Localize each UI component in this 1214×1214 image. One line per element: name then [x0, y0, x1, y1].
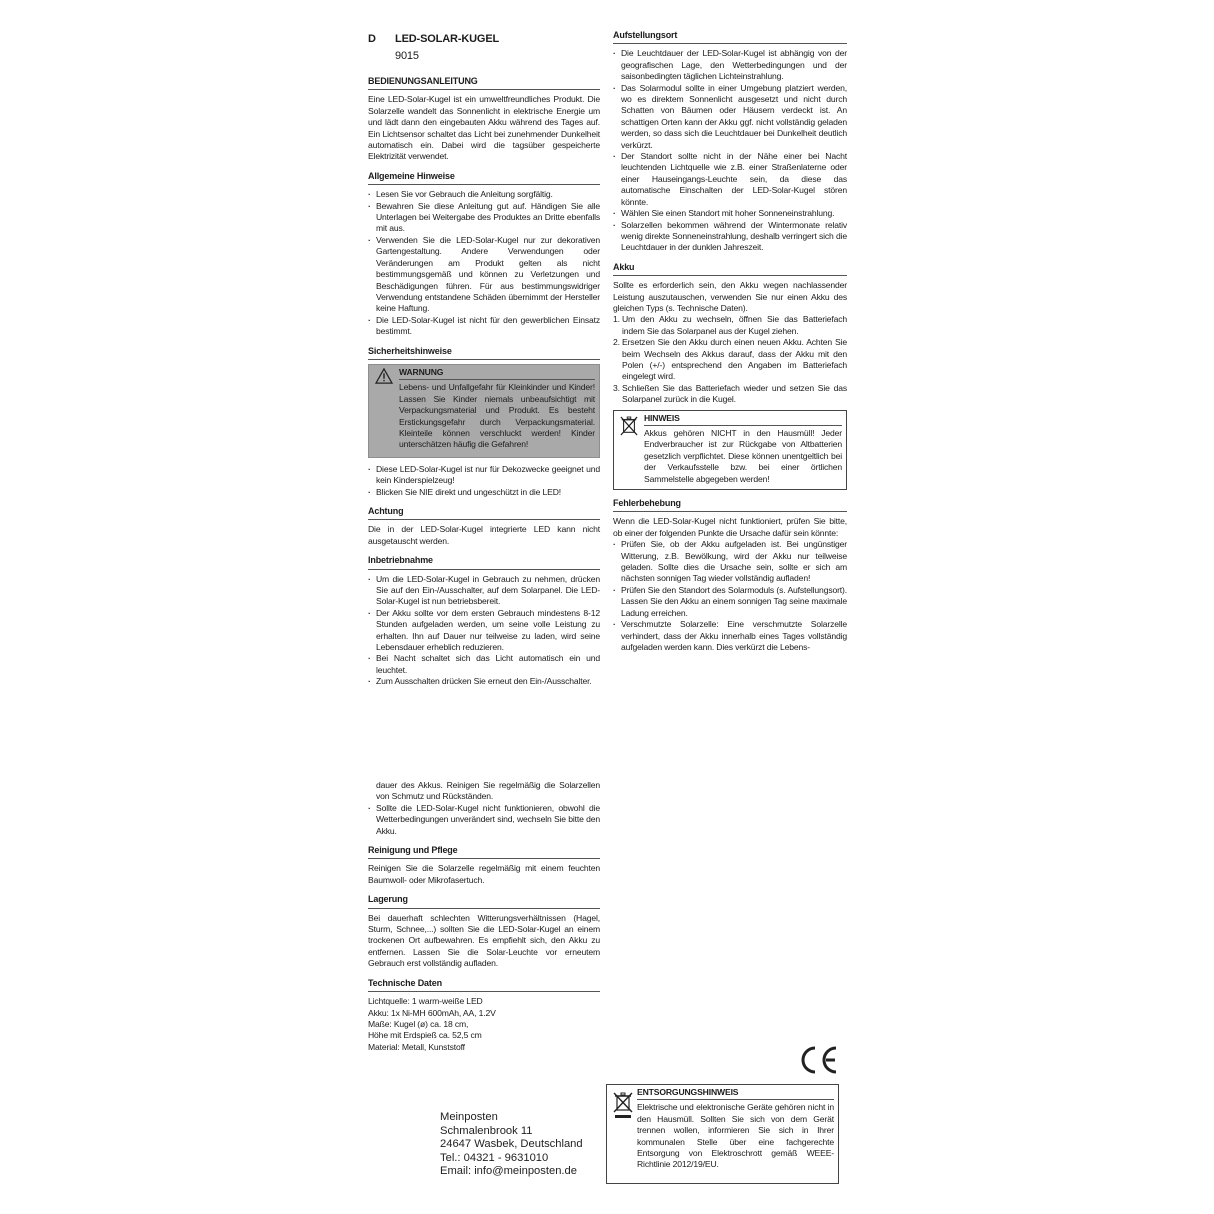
crossed-bin-icon [620, 415, 638, 437]
continued-text: dauer des Akkus. Reinigen Sie regelmäßig die Solarzellen von Schmutz und Rückständen. [376, 780, 600, 802]
list-item: · Bei Nacht schaltet sich das Licht automatisch ein und leuchtet. [368, 653, 600, 676]
note-title: ENTSORGUNGSHINWEIS [637, 1087, 834, 1100]
product-number: 9015 [395, 50, 419, 62]
list-item: · Um die LED-Solar-Kugel in Gebrauch zu nehmen, drücken Sie auf den Ein-/Ausschalter, auf dem Solarpanel. Die LED-Solar-Kugel ist nun betriebsbereit. [368, 574, 600, 608]
list-item: · Das Solarmodul sollte in einer Umgebung platziert werden, wo es direktem Sonnenlicht ausgesetzt und nicht durch Schatten von Bäumen oder Häusern verdeckt ist. An schattigen Orten kann der Akku ggf. nicht vollständig geladen werden, so dass sich die Leuchtdauer bei Dunkelheit deutlich verkürzt. [613, 83, 847, 151]
section-cleaning [368, 845, 600, 886]
list-item: · Zum Ausschalten drücken Sie erneut den Ein-/Ausschalter. [368, 676, 600, 687]
address-line: Schmalenbrook 11 [440, 1124, 533, 1137]
section-troubleshooting [613, 498, 847, 653]
list-item: · Sollte die LED-Solar-Kugel nicht funktionieren, obwohl die Wetterbedingungen unverändert sind, wechseln Sie bitte den Akku. [368, 803, 600, 837]
storage-text: Bei dauerhaft schlechten Witterungsverhältnissen (Hagel, Sturm, Schnee,...) sollten Sie die LED-Solar-Kugel an einem trockenen Ort aufbewahren. Es empfiehlt sich, den Akku zu entfernen. Lassen Sie die Solar-Leuchte vor erneutem Gebrauch erst vollständig aufladen. [368, 912, 600, 969]
section-troubleshooting-continued [368, 780, 600, 837]
address-line: 24647 Wasbek, Deutschland [440, 1138, 583, 1151]
list-item [613, 314, 847, 337]
step-text: Um den Akku zu wechseln, öffnen Sie das Batteriefach indem Sie das Solarpanel aus der Kugel ziehen. [622, 314, 847, 336]
list-item [613, 337, 847, 383]
step-number: 2. [613, 337, 620, 348]
document-header [368, 32, 600, 76]
list-item: · Der Akku sollte vor dem ersten Gebrauch mindestens 8-12 Stunden aufgeladen werden, um seine volle Leistung zu erhalten. Ihn auf Dauer nur teilweise zu laden, wird seine Lebensdauer erheblich reduzieren. [368, 608, 600, 654]
column-right [613, 30, 847, 661]
section-storage [368, 894, 600, 969]
address-line: Meinposten [440, 1111, 498, 1123]
section-title: Reinigung und Pflege [368, 845, 600, 859]
section-title: Technische Daten [368, 978, 600, 992]
address-line: Email: info@meinposten.de [440, 1165, 577, 1178]
warning-title: WARNUNG [399, 367, 595, 380]
spec-line: Maße: Kugel (ø) ca. 18 cm, [368, 1018, 469, 1029]
product-name: LED-SOLAR-KUGEL [395, 33, 500, 45]
language-code: D [368, 33, 376, 45]
step-text: Schließen Sie das Batteriefach wieder und setzen Sie das Solarpanel zurück in die Kugel. [622, 382, 847, 405]
list-item: · Solarzellen bekommen während der Wintermonate relativ wenig direkte Sonneneinstrahlung, deshalb verringert sich die Leuchtdauer in der dunklen Jahreszeit. [613, 220, 847, 254]
section-startup [368, 555, 600, 687]
section-manual [368, 76, 600, 163]
cleaning-text: Reinigen Sie die Solarzelle regelmäßig mit einem feuchten Baumwoll- oder Mikrofasertuch. [368, 863, 600, 885]
section-title: Fehlerbehebung [613, 498, 847, 512]
note-text: Akkus gehören NICHT in den Hausmüll! Jeder Endverbraucher ist zur Rückgabe von Altbatterien gesetzlich verpflichtet. Diese können unentgeltlich bei der Verkaufsstelle bzw. bei einer örtlichen Sammelstelle abgegeben werden! [644, 428, 842, 484]
disposal-note-box [606, 1084, 839, 1184]
section-title: Aufstellungsort [613, 30, 847, 44]
section-title: Allgemeine Hinweise [368, 171, 600, 185]
warning-box [368, 364, 600, 458]
manual-text: Eine LED-Solar-Kugel ist ein umweltfreundliches Produkt. Die Solarzelle wandelt das Sonnenlicht in elektrische Energie um und lädt dann den eingebauten Akku während des Tages auf. Ein Lichtsensor schaltet das Licht bei zunehmender Dunkelheit automatisch ein. Dabei wird die tagsüber gespeicherte Elektrizität verwendet. [368, 94, 600, 162]
address-line: Tel.: 04321 - 9631010 [440, 1151, 549, 1164]
battery-text: Sollte es erforderlich sein, den Akku wegen nachlassender Leistung auszutauschen, verwenden Sie nur einen Akku des gleichen Typs (s. Technische Daten). [613, 280, 847, 313]
ce-mark-icon [798, 1044, 840, 1076]
list-item: · Verschmutzte Solarzelle: Eine verschmutzte Solarzelle verhindert, dass der Akku innerhalb eines Tages vollständig aufgeladen werden kann. Dies verkürzt die Lebens- [613, 619, 847, 653]
troubleshooting-text: Wenn die LED-Solar-Kugel nicht funktioniert, prüfen Sie bitte, ob einer der folgenden Punkte die Ursache dafür sein könnte: [613, 516, 847, 538]
list-item [613, 383, 847, 406]
column-second-page [368, 780, 600, 1061]
list-item: · Die Leuchtdauer der LED-Solar-Kugel ist abhängig von der geografischen Lage, den Wetterbedingungen und der saisonbedingten täglichen Lichteinstrahlung. [613, 48, 847, 82]
section-attention [368, 506, 600, 547]
list-item: · Prüfen Sie den Standort des Solarmoduls (s. Aufstellungsort). Lassen Sie den Akku an einem sonnigen Tag seine maximale Ladung erreichen. [613, 585, 847, 619]
warning-text: Lebens- und Unfallgefahr für Kleinkinder und Kinder! Lassen Sie Kinder niemals unbeaufsichtigt mit Verpackungsmaterial und Produkt. Es besteht Erstickungsgefahr durch Verpackungsmaterial. Kleinteile können verschluckt werden! Kinder unterschätzen häufig die Gefahren! [399, 382, 595, 450]
spec-line: Akku: 1x Ni-MH 600mAh, AA, 1.2V [368, 1007, 496, 1018]
list-item: · Blicken Sie NIE direkt und ungeschützt in die LED! [368, 487, 600, 498]
company-address [440, 1111, 583, 1179]
section-title: Achtung [368, 506, 600, 520]
list-item: · Der Standort sollte nicht in der Nähe einer bei Nacht leuchtenden Lichtquelle wie z.B. einer Straßenlaterne oder einer Hauseingangs-Leuchte sein, da diese das automatische Einschalten der LED-Solar-Kugel stören könnte. [613, 151, 847, 208]
specs-list [368, 996, 600, 1053]
spec-line: Material: Metall, Kunststoff [368, 1041, 465, 1052]
battery-note-box [613, 410, 847, 490]
spec-line: Lichtquelle: 1 warm-weiße LED [368, 996, 483, 1007]
note-title: HINWEIS [644, 413, 842, 426]
disposal-text: Elektrische und elektronische Geräte gehören nicht in den Hausmüll. Sollten Sie sich von dem Gerät trennen wollen, informieren Sie sich in Ihrer kommunalen Stelle über eine fachgerechte Entsorgung von Elektroschrott gemäß WEEE-Richtlinie 2012/19/EU. [637, 1102, 834, 1170]
section-title: BEDIENUNGSANLEITUNG [368, 76, 600, 90]
step-text: Ersetzen Sie den Akku durch einen neuen Akku. Achten Sie beim Wechseln des Akkus darauf, dass der Akku mit den Polen (+/-) entsprechend den Angaben im Batteriefach eingelegt wird. [622, 337, 847, 382]
section-specs [368, 978, 600, 1053]
warning-triangle-icon [375, 368, 393, 384]
list-item: · Prüfen Sie, ob der Akku aufgeladen ist. Bei ungünstiger Witterung, z.B. Bewölkung, wird der Akku nur teilweise geladen. Sollte dies die Ursache sein, sollte er sich am nächsten sonnigen Tag wieder vollständig aufladen! [613, 539, 847, 585]
crossed-bin-icon [613, 1091, 633, 1119]
column-left [368, 32, 600, 696]
list-item: · Verwenden Sie die LED-Solar-Kugel nur zur dekorativen Gartengestaltung. Andere Verwendungen oder Veränderungen am Produkt gelten als nicht bestimmungsgemäß und können zu Verletzungen und Beschädigungen führen. Für aus bestimmungswidriger Verwendung entstandene Schäden übernimmt der Hersteller keine Haftung. [368, 235, 600, 315]
list-item: · Lesen Sie vor Gebrauch die Anleitung sorgfältig. [368, 189, 600, 200]
list-item: · Die LED-Solar-Kugel ist nicht für den gewerblichen Einsatz bestimmt. [368, 315, 600, 338]
step-number: 1. [613, 314, 620, 325]
section-safety [368, 346, 600, 498]
section-title: Akku [613, 262, 847, 276]
section-battery [613, 262, 847, 490]
list-item: · Diese LED-Solar-Kugel ist nur für Dekozwecke geeignet und kein Kinderspielzeug! [368, 464, 600, 487]
attention-text: Die in der LED-Solar-Kugel integrierte LED kann nicht ausgetauscht werden. [368, 524, 600, 546]
section-title: Lagerung [368, 894, 600, 908]
step-number: 3. [613, 382, 620, 393]
section-general-notes [368, 171, 600, 338]
section-location [613, 30, 847, 254]
list-item: · Wählen Sie einen Standort mit hoher Sonneneinstrahlung. [613, 208, 847, 219]
list-item: · Bewahren Sie diese Anleitung gut auf. Händigen Sie alle Unterlagen bei Weitergabe des Produktes an Dritte ebenfalls mit aus. [368, 201, 600, 235]
section-title: Sicherheitshinweise [368, 346, 600, 360]
section-title: Inbetriebnahme [368, 555, 600, 569]
spec-line: Höhe mit Erdspieß ca. 52,5 cm [368, 1030, 482, 1041]
